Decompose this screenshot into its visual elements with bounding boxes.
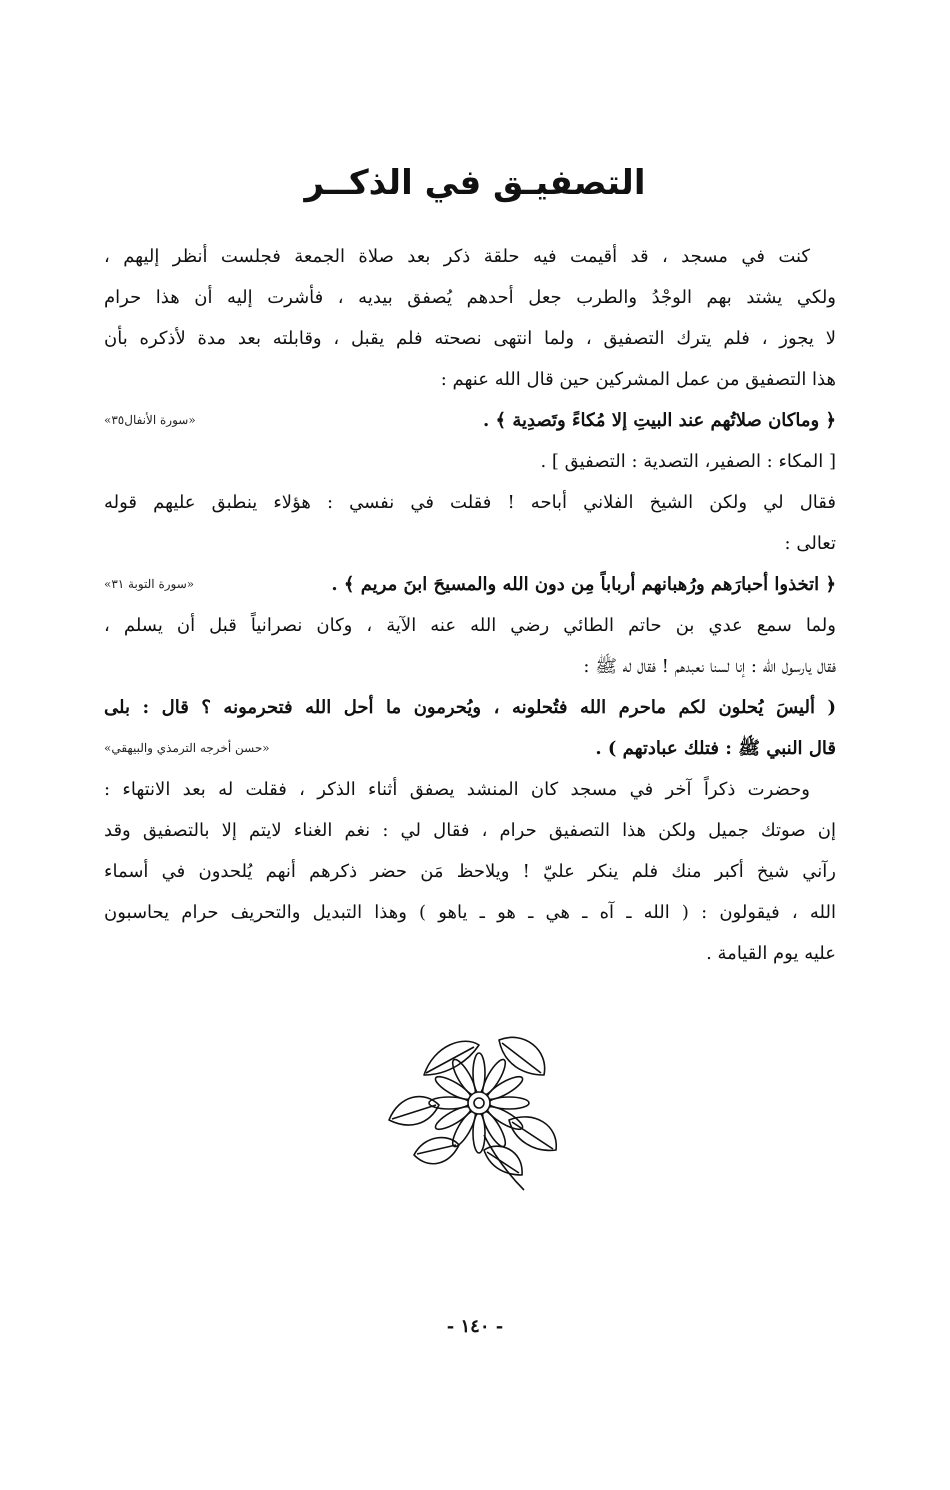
verse-reference: «سورة الأنفال٣٥» <box>104 413 196 427</box>
text-line: الله ، فيقولون : ( الله ـ آه ـ هي ـ هو ـ ياهو ) وهذا التبديل والتحريف حرام يحاسبون <box>104 902 836 923</box>
text-line: ولما سمع عدي بن حاتم الطائي رضي الله عنه الآية ، وكان نصرانياً قبل أن يسلم ، <box>104 615 836 636</box>
text-line: لا يجوز ، فلم يترك التصفيق ، ولما انتهى نصحته فلم يقبل ، وقابلته بعد مدة لأذكره بأن <box>104 328 836 349</box>
text-line: وحضرت ذكراً آخر في مسجد كان المنشد يصفق أثناء الذكر ، فقلت له بعد الانتهاء : <box>104 779 810 800</box>
hadith-line: قال النبي ﷺ : فتلك عبادتهم ) . <box>595 738 836 759</box>
flower-ornament-icon <box>384 1025 564 1195</box>
text-line: هذا التصفيق من عمل المشركين حين قال الله عنهم : <box>440 369 836 390</box>
verse-row <box>104 564 836 605</box>
verse-reference: «سورة التوبة ٣١» <box>104 577 195 591</box>
verse-row <box>104 400 836 441</box>
text-line: تعالى : <box>784 533 836 554</box>
hadith-row <box>104 728 836 769</box>
hadith-reference: «حسن أخرجه الترمذي والبيهقي» <box>104 741 270 755</box>
quran-verse: ﴿ وماكان صلاتُهم عند البيتِ إلا مُكاءً وتَصدِية ﴾ . <box>482 410 836 431</box>
text-line: ولكي يشتد بهم الوجْدُ والطرب جعل أحدهم يُصفق بيديه ، فأشرت إليه أن هذا حرام <box>104 287 836 308</box>
text-line: فقال لي ولكن الشيخ الفلاني أباحه ! فقلت في نفسي : هؤلاء ينطبق عليهم قوله <box>104 492 836 513</box>
text-line: فقال يارسول الله : إنا لسنا نعبدهم ! فقال له ﷺ : <box>583 656 836 677</box>
hadith-line: ( أليسَ يُحلون لكم ماحرم الله فتُحلونه ، ويُحرمون ما أحل الله فتحرمونه ؟ قال : بلى <box>104 697 836 718</box>
quran-verse: ﴿ اتخذوا أحبارَهم ورُهبانهم أرباباً مِن دون الله والمسيحَ ابنَ مريم ﴾ . <box>331 574 836 595</box>
text-line: عليه يوم القيامة . <box>706 943 836 964</box>
page-number: - ١٤٠ - <box>446 1316 504 1337</box>
page-body <box>104 236 836 974</box>
text-line: كنت في مسجد ، قد أقيمت فيه حلقة ذكر بعد صلاة الجمعة فجلست أنظر إليهم ، <box>104 246 810 267</box>
page-title: التصفيـق في الذكــر <box>304 163 646 203</box>
text-line: إن صوتك جميل ولكن هذا التصفيق حرام ، فقال لي : نغم الغناء لايتم إلا بالتصفيق وقد <box>104 820 836 841</box>
text-line: [ المكاء : الصفير، التصدية : التصفيق ] . <box>540 451 836 472</box>
text-line: رآني شيخ أكبر منك فلم ينكر عليّ ! ويلاحظ مَن حضر ذكرهم أنهم يُلحدون في أسماء <box>104 861 836 882</box>
